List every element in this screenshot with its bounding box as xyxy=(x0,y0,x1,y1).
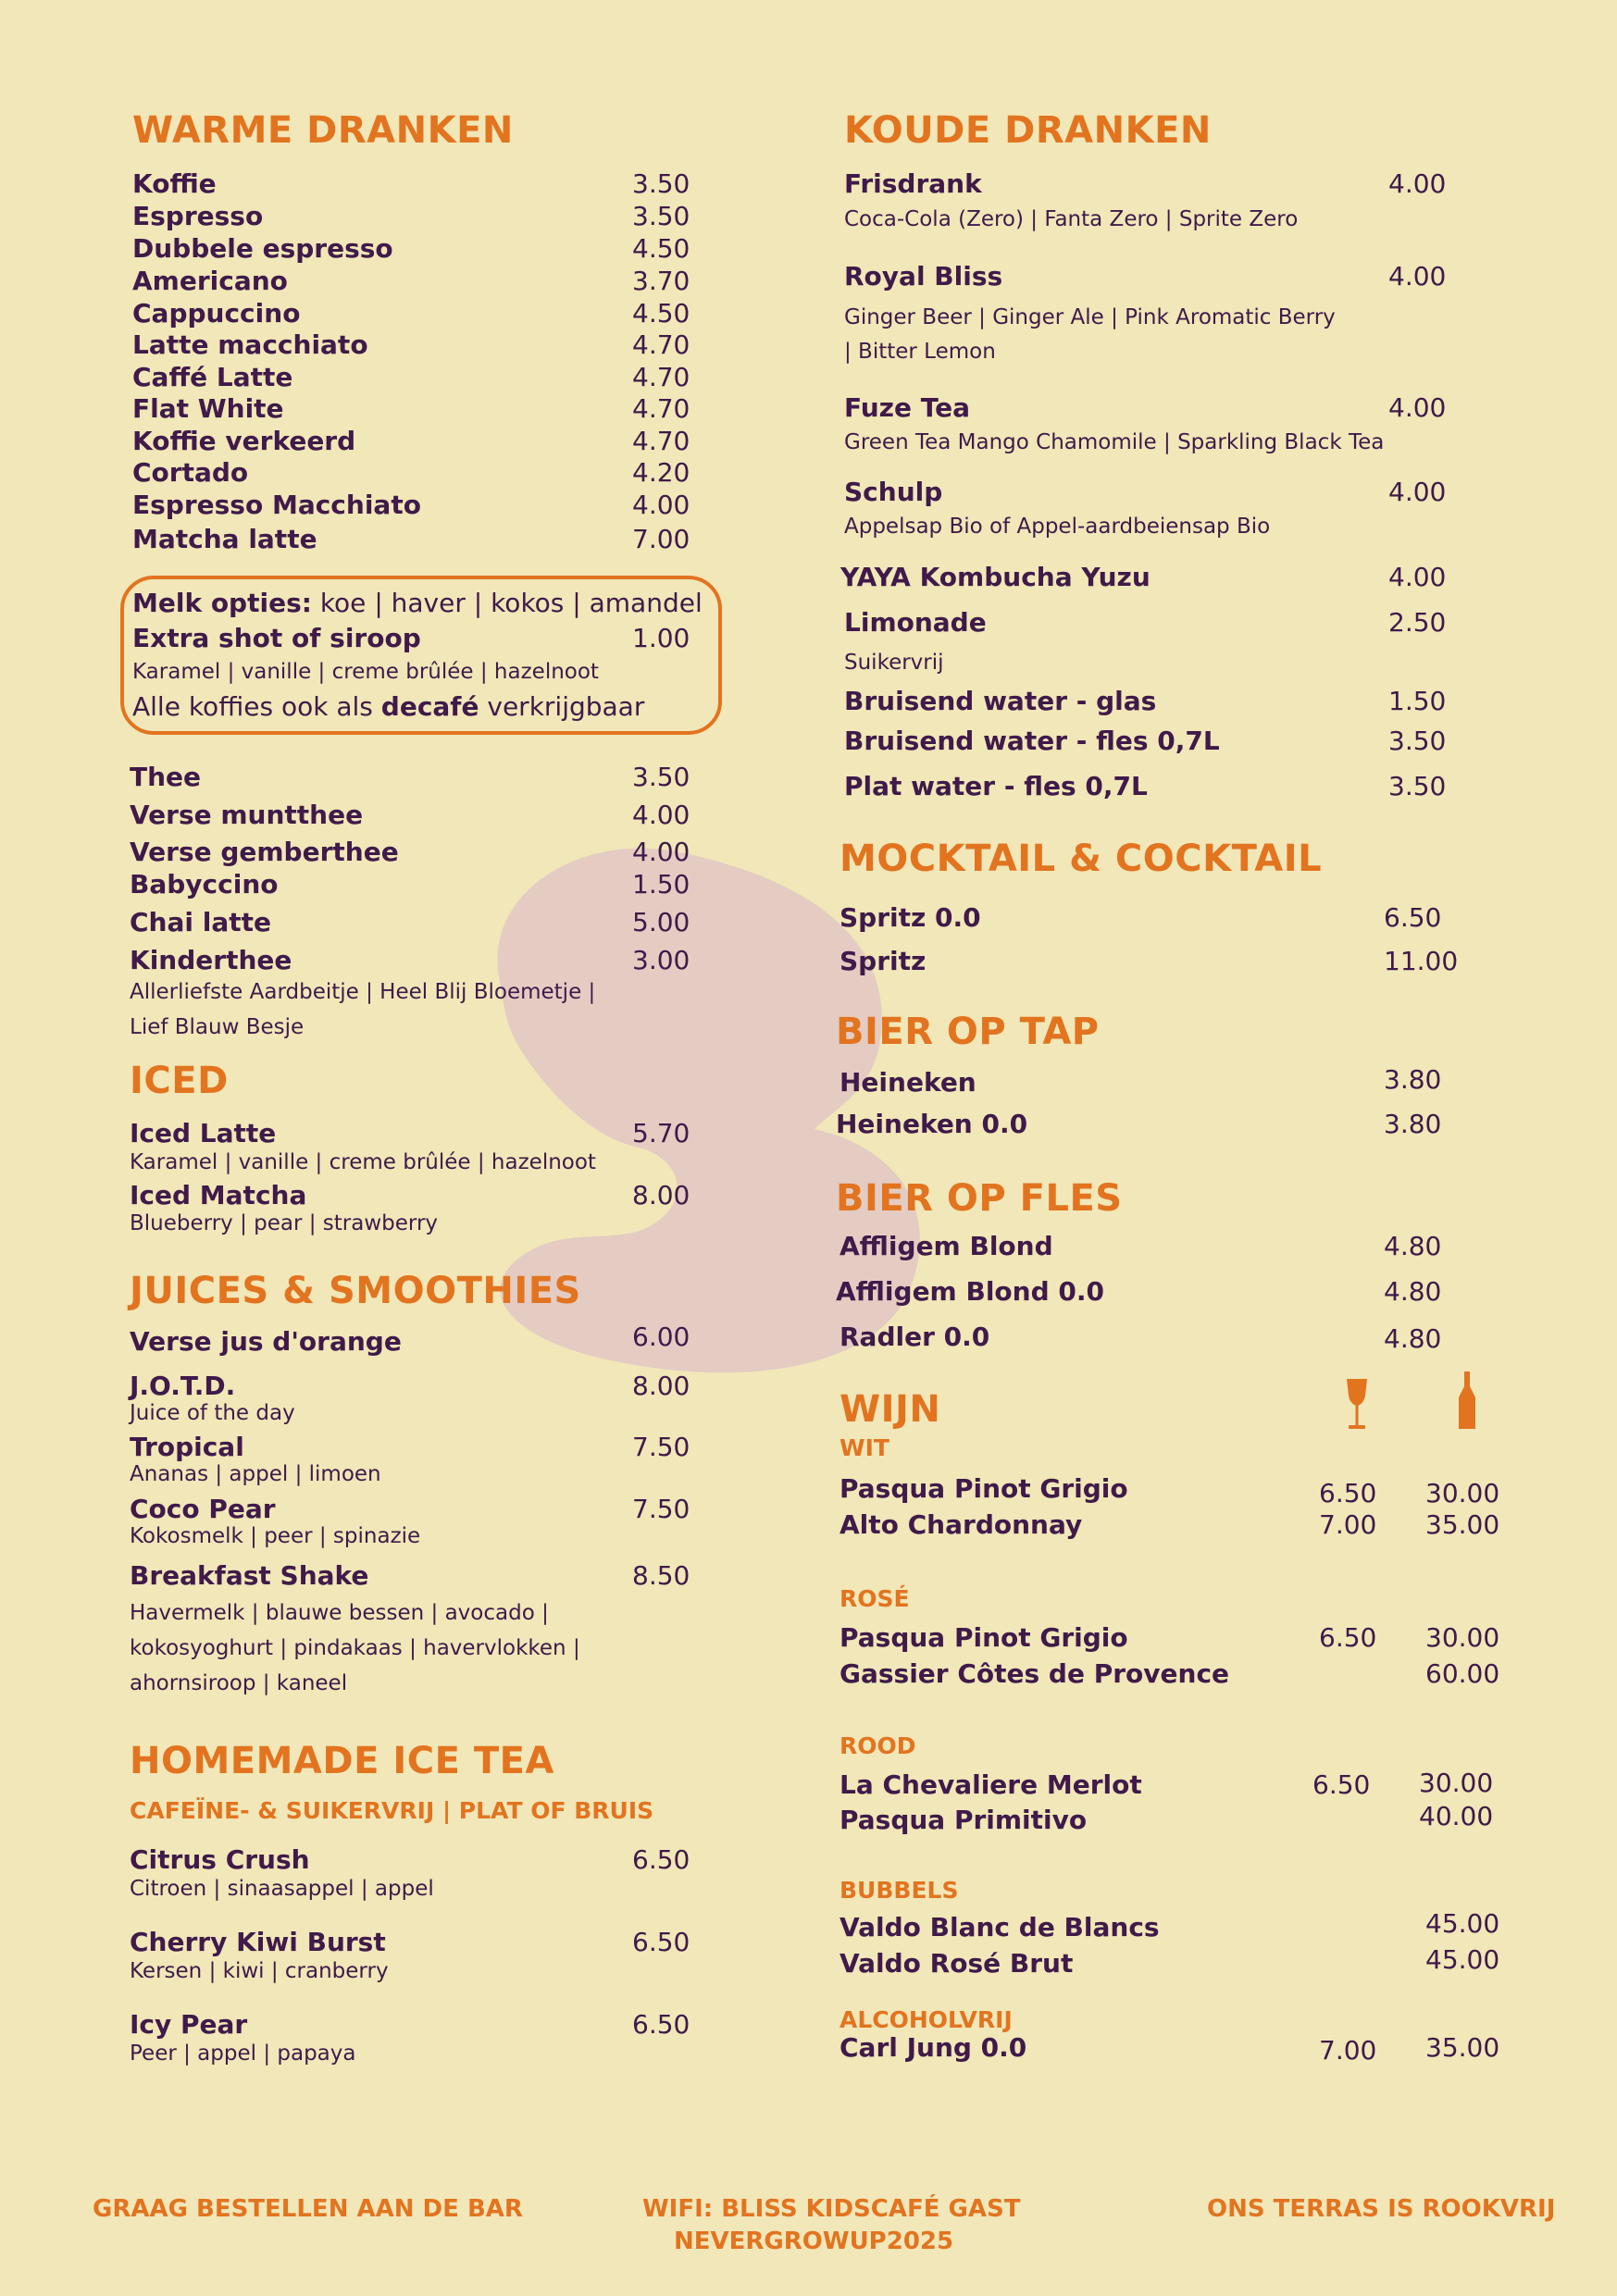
menu-item-price: 4.20 xyxy=(632,457,690,488)
menu-item-price: 8.50 xyxy=(632,1560,690,1591)
menu-item-name: Thee xyxy=(130,762,202,792)
menu-item-desc: Ginger Beer | Ginger Ale | Pink Aromatic Berry xyxy=(844,305,1336,329)
menu-item-name: Verse jus d'orange xyxy=(130,1326,402,1357)
menu-item-desc: Kokosmelk | peer | spinazie xyxy=(130,1524,421,1548)
extra-shot-name: Extra shot of siroop xyxy=(132,623,421,653)
wine-group-label: WIT xyxy=(840,1434,889,1461)
menu-item-price: 1.50 xyxy=(632,869,690,900)
wine-glass-price: 7.00 xyxy=(1319,2035,1377,2066)
footer-wifi-name: WIFI: BLISS KIDSCAFÉ GAST xyxy=(642,2195,1021,2223)
menu-item-desc: Havermelk | blauwe bessen | avocado | xyxy=(130,1601,549,1625)
wine-bottle-price: 40.00 xyxy=(1419,1801,1494,1831)
menu-item-price: 4.00 xyxy=(632,800,690,830)
menu-item-desc: Peer | appel | papaya xyxy=(130,2042,356,2066)
menu-item-name: Frisdrank xyxy=(844,168,982,199)
menu-item-name: Gassier Côtes de Provence xyxy=(840,1658,1230,1689)
menu-item-desc: Lief Blauw Besje xyxy=(130,1015,305,1039)
section-title-wijn: WIJN xyxy=(840,1388,941,1431)
menu-item-name: Limonade xyxy=(844,607,987,638)
menu-item-name: Espresso Macchiato xyxy=(132,490,421,520)
wine-glass-price: 6.50 xyxy=(1319,1478,1377,1508)
menu-item-price: 4.00 xyxy=(1388,562,1447,592)
menu-item-price: 3.70 xyxy=(632,266,690,296)
menu-item-price: 7.00 xyxy=(632,524,690,554)
menu-item-price: 8.00 xyxy=(632,1371,690,1401)
wine-glass-price: 7.00 xyxy=(1319,1509,1377,1540)
wine-group-label: ALCOHOLVRIJ xyxy=(840,2006,1013,2033)
section-title-bier-op-tap: BIER OP TAP xyxy=(836,1011,1100,1053)
menu-item-name: Iced Matcha xyxy=(130,1180,307,1210)
menu-item-desc: Ananas | appel | limoen xyxy=(130,1462,381,1486)
menu-item-price: 4.70 xyxy=(632,393,690,424)
section-title-iced: ICED xyxy=(130,1060,229,1102)
menu-item-name: Americano xyxy=(132,266,288,296)
menu-item-name: Affligem Blond xyxy=(840,1231,1053,1261)
decaf-note-pre: Alle koffies ook als xyxy=(132,691,381,722)
menu-item-name: Heineken 0.0 xyxy=(836,1109,1028,1139)
wine-bottle-price: 45.00 xyxy=(1425,1908,1500,1939)
wine-bottle-price: 35.00 xyxy=(1425,2032,1500,2063)
menu-item-desc: Suikervrij xyxy=(844,651,944,675)
wine-group-label: ROOD xyxy=(840,1732,916,1759)
menu-item-name: Tropical xyxy=(130,1432,244,1462)
menu-item-desc: ahornsiroop | kaneel xyxy=(130,1671,348,1695)
decaf-note-post: verkrijgbaar xyxy=(479,691,645,722)
menu-item-price: 4.80 xyxy=(1384,1231,1442,1261)
menu-item-desc: Appelsap Bio of Appel-aardbeiensap Bio xyxy=(844,515,1271,539)
menu-item-price: 6.00 xyxy=(632,1322,690,1352)
footer-wifi-password: NEVERGROWUP2025 xyxy=(674,2228,954,2255)
menu-item-price: 6.50 xyxy=(632,1844,690,1875)
menu-item-name: Verse muntthee xyxy=(130,800,364,830)
menu-item-name: Verse gemberthee xyxy=(130,837,399,867)
milk-options-line xyxy=(132,588,703,618)
menu-item-name: Espresso xyxy=(132,201,264,231)
menu-item-price: 7.50 xyxy=(632,1494,690,1524)
menu-item-name: Koffie verkeerd xyxy=(132,426,356,456)
wine-bottle-price: 30.00 xyxy=(1425,1478,1500,1508)
menu-item-name: Affligem Blond 0.0 xyxy=(836,1276,1104,1307)
menu-item-desc: Citroen | sinaasappel | appel xyxy=(130,1877,434,1901)
menu-item-name: La Chevaliere Merlot xyxy=(840,1769,1142,1800)
milk-options-values: koe | haver | kokos | amandel xyxy=(311,588,703,618)
section-title-mocktail: MOCKTAIL & COCKTAIL xyxy=(840,838,1323,880)
menu-item-name: Alto Chardonnay xyxy=(840,1509,1083,1540)
menu-item-name: Cortado xyxy=(132,457,249,488)
menu-item-name: Plat water - fles 0,7L xyxy=(844,771,1148,801)
menu-item-name: Coco Pear xyxy=(130,1494,276,1524)
menu-item-price: 4.70 xyxy=(632,329,690,360)
menu-item-price: 4.00 xyxy=(1388,392,1447,423)
menu-item-price: 3.50 xyxy=(632,201,690,231)
section-title-warme-dranken: WARME DRANKEN xyxy=(132,109,514,152)
menu-item-desc: Green Tea Mango Chamomile | Sparkling Black Tea xyxy=(844,430,1385,454)
menu-item-price: 3.50 xyxy=(1388,771,1447,801)
menu-item-price: 4.00 xyxy=(632,490,690,520)
menu-item-name: Cherry Kiwi Burst xyxy=(130,1927,386,1957)
wine-bottle-price: 30.00 xyxy=(1425,1622,1500,1653)
wine-glass-price: 6.50 xyxy=(1312,1769,1371,1800)
section-title-juices: JUICES & SMOOTHIES xyxy=(130,1270,581,1312)
footer-order-note: GRAAG BESTELLEN AAN DE BAR xyxy=(93,2195,523,2223)
section-title-homemade-ice-tea: HOMEMADE ICE TEA xyxy=(130,1740,554,1782)
menu-item-name: Schulp xyxy=(844,477,943,507)
menu-item-price: 4.80 xyxy=(1384,1323,1442,1354)
wine-group-label: BUBBELS xyxy=(840,1877,959,1904)
menu-item-price: 4.50 xyxy=(632,233,690,264)
menu-item-price: 4.80 xyxy=(1384,1276,1442,1307)
menu-item-name: Cappuccino xyxy=(132,298,301,329)
menu-item-name: Valdo Blanc de Blancs xyxy=(840,1912,1160,1942)
menu-item-price: 5.70 xyxy=(632,1118,690,1148)
ice-tea-subtitle: CAFEÏNE- & SUIKERVRIJ | PLAT OF BRUIS xyxy=(130,1797,654,1824)
menu-item-name: Flat White xyxy=(132,393,284,424)
menu-item-name: Bruisend water - glas xyxy=(844,686,1157,716)
menu-item-name: Citrus Crush xyxy=(130,1844,310,1875)
menu-item-price: 4.50 xyxy=(632,298,690,329)
menu-item-name: Icy Pear xyxy=(130,2009,248,2040)
menu-item-desc: Kersen | kiwi | cranberry xyxy=(130,1959,389,1983)
extra-shot-price: 1.00 xyxy=(632,623,690,653)
wine-bottle-price: 30.00 xyxy=(1419,1768,1494,1798)
menu-item-name: Valdo Rosé Brut xyxy=(840,1948,1074,1979)
menu-item-price: 6.50 xyxy=(632,1927,690,1957)
section-title-bier-op-fles: BIER OP FLES xyxy=(836,1177,1123,1220)
menu-item-desc: Juice of the day xyxy=(130,1401,295,1425)
menu-item-name: Matcha latte xyxy=(132,524,317,554)
menu-item-name: Babyccino xyxy=(130,869,279,900)
menu-item-desc: Allerliefste Aardbeitje | Heel Blij Bloemetje | xyxy=(130,980,596,1004)
menu-item-price: 3.50 xyxy=(632,168,690,199)
menu-item-name: Spritz xyxy=(840,946,927,976)
wine-group-label: ROSÉ xyxy=(840,1585,910,1612)
extra-shot-desc: Karamel | vanille | creme brûlée | hazelnoot xyxy=(132,660,599,684)
section-title-koude-dranken: KOUDE DRANKEN xyxy=(844,109,1212,152)
wine-glass-icon xyxy=(1344,1377,1370,1433)
menu-item-price: 5.00 xyxy=(632,907,690,937)
milk-options-label: Melk opties: xyxy=(132,588,312,618)
decaf-note-bold: decafé xyxy=(380,691,479,722)
menu-item-price: 4.00 xyxy=(632,837,690,867)
menu-item-price: 3.00 xyxy=(632,945,690,975)
menu-item-name: Iced Latte xyxy=(130,1118,277,1148)
wine-glass-price: 6.50 xyxy=(1319,1622,1377,1653)
menu-item-name: Pasqua Primitivo xyxy=(840,1805,1088,1835)
menu-item-name: Kinderthee xyxy=(130,945,292,975)
wine-bottle-price: 45.00 xyxy=(1425,1944,1500,1975)
menu-item-name: J.O.T.D. xyxy=(130,1371,236,1401)
menu-item-price: 6.50 xyxy=(1384,902,1442,933)
menu-item-price: 7.50 xyxy=(632,1432,690,1462)
menu-item-desc: | Bitter Lemon xyxy=(844,340,996,364)
menu-item-price: 4.00 xyxy=(1388,168,1447,199)
menu-item-price: 4.70 xyxy=(632,426,690,456)
menu-item-name: Caffé Latte xyxy=(132,362,293,392)
menu-item-name: Latte macchiato xyxy=(132,329,368,360)
wine-bottle-icon xyxy=(1457,1371,1477,1429)
menu-item-name: Radler 0.0 xyxy=(840,1322,990,1352)
menu-item-name: Heineken xyxy=(840,1067,976,1098)
menu-item-price: 2.50 xyxy=(1388,607,1447,638)
menu-item-name: Pasqua Pinot Grigio xyxy=(840,1473,1128,1504)
menu-item-name: Spritz 0.0 xyxy=(840,902,981,933)
menu-item-price: 3.50 xyxy=(632,762,690,792)
menu-item-price: 4.00 xyxy=(1388,261,1447,292)
wine-bottle-price: 60.00 xyxy=(1425,1658,1500,1689)
menu-item-name: Dubbele espresso xyxy=(132,233,393,264)
menu-item-name: Breakfast Shake xyxy=(130,1560,369,1591)
menu-item-price: 4.70 xyxy=(632,362,690,392)
footer-terrace-note: ONS TERRAS IS ROOKVRIJ xyxy=(1207,2195,1556,2223)
menu-item-desc: Karamel | vanille | creme brûlée | hazelnoot xyxy=(130,1150,596,1174)
menu-item-price: 6.50 xyxy=(632,2009,690,2040)
menu-item-desc: kokosyoghurt | pindakaas | havervlokken | xyxy=(130,1636,580,1660)
menu-item-name: Carl Jung 0.0 xyxy=(840,2032,1027,2063)
menu-item-name: Koffie xyxy=(132,168,217,199)
menu-item-price: 1.50 xyxy=(1388,686,1447,716)
menu-item-name: Bruisend water - fles 0,7L xyxy=(844,726,1220,756)
wine-bottle-price: 35.00 xyxy=(1425,1509,1500,1540)
menu-item-name: Chai latte xyxy=(130,907,271,937)
decaf-note xyxy=(132,691,644,722)
menu-item-price: 8.00 xyxy=(632,1180,690,1210)
menu-item-desc: Coca-Cola (Zero) | Fanta Zero | Sprite Zero xyxy=(844,207,1299,231)
menu-item-price: 3.80 xyxy=(1384,1064,1442,1095)
menu-item-price: 4.00 xyxy=(1388,477,1447,507)
menu-item-price: 3.50 xyxy=(1388,726,1447,756)
menu-item-name: Fuze Tea xyxy=(844,392,970,423)
menu-item-name: Royal Bliss xyxy=(844,261,1003,292)
menu-item-desc: Blueberry | pear | strawberry xyxy=(130,1211,439,1235)
menu-item-price: 11.00 xyxy=(1384,946,1459,976)
menu-item-price: 3.80 xyxy=(1384,1109,1442,1139)
menu-item-name: Pasqua Pinot Grigio xyxy=(840,1622,1128,1653)
menu-item-name: YAYA Kombucha Yuzu xyxy=(840,562,1151,592)
